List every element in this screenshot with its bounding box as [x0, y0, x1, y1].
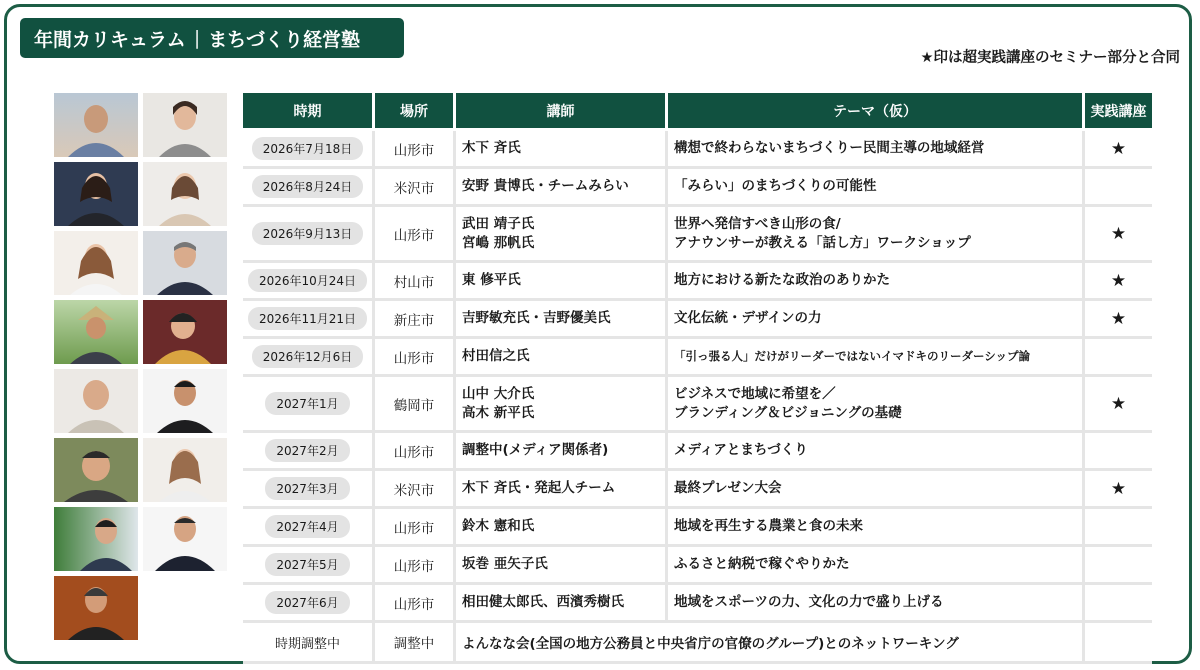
- cell-theme: 世界へ発信すべき山形の食/ アナウンサーが教える「話し方」ワークショップ: [668, 207, 1082, 260]
- curriculum-table: [243, 93, 1152, 664]
- lecturer-photo: [143, 162, 227, 226]
- lecturer-photo: [54, 93, 138, 157]
- lecturer-photo: [54, 438, 138, 502]
- cell-place: 新庄市: [375, 301, 453, 336]
- header-place: 場所: [375, 93, 453, 128]
- cell-lecturer: 調整中(メディア関係者): [456, 433, 665, 468]
- cell-theme: 構想で終わらないまちづくりー民間主導の地域経営: [668, 131, 1082, 166]
- date-label: 2027年6月: [265, 591, 349, 614]
- cell-theme: ビジネスで地域に希望を／ ブランディング＆ビジョニングの基礎: [668, 377, 1082, 430]
- cell-place: 山形市: [375, 585, 453, 620]
- cell-lecturer: 安野 貴博氏・チームみらい: [456, 169, 665, 204]
- date-label: 2027年2月: [265, 439, 349, 462]
- cell-period: [243, 433, 372, 468]
- cell-practice: [1085, 623, 1152, 661]
- cell-practice: [1085, 377, 1152, 430]
- cell-lecturer: 鈴木 憲和氏: [456, 509, 665, 544]
- table-row: [243, 339, 1152, 374]
- cell-theme: 地方における新たな政治のありかた: [668, 263, 1082, 298]
- cell-theme: ふるさと納税で稼ぐやりかた: [668, 547, 1082, 582]
- lecturer-photo: [54, 300, 138, 364]
- cell-place: 山形市: [375, 433, 453, 468]
- cell-place: 米沢市: [375, 471, 453, 506]
- date-label: 2026年7月18日: [252, 137, 363, 160]
- table-row: [243, 585, 1152, 620]
- date-label: 2026年12月6日: [252, 345, 363, 368]
- table-row: [243, 263, 1152, 298]
- lecturer-photo: [143, 369, 227, 433]
- lecturer-photo: [54, 507, 138, 571]
- cell-lecturer: 村田信之氏: [456, 339, 665, 374]
- star-note: ★印は超実践講座のセミナー部分と合同: [920, 50, 1180, 66]
- cell-place: 山形市: [375, 207, 453, 260]
- date-label: 2027年4月: [265, 515, 349, 538]
- cell-place: 村山市: [375, 263, 453, 298]
- star-icon: ★: [1110, 478, 1127, 499]
- cell-period: [243, 585, 372, 620]
- cell-practice: [1085, 169, 1152, 204]
- star-icon: ★: [1110, 270, 1127, 291]
- lecturer-photo: [143, 231, 227, 295]
- cell-lecturer: 木下 斉氏: [456, 131, 665, 166]
- table-row: [243, 547, 1152, 582]
- table-row: [243, 301, 1152, 336]
- lecturer-photo: [54, 231, 138, 295]
- table-row: [243, 377, 1152, 430]
- cell-theme: 文化伝統・デザインの力: [668, 301, 1082, 336]
- cell-lecturer: 武田 靖子氏 宮嶋 那帆氏: [456, 207, 665, 260]
- title-main: 年間カリキュラム: [34, 28, 186, 51]
- cell-merged: よんなな会(全国の地方公務員と中央省庁の官僚のグループ)とのネットワーキング: [456, 623, 1082, 661]
- lecturer-photo: [54, 162, 138, 226]
- cell-practice: [1085, 339, 1152, 374]
- cell-period: [243, 169, 372, 204]
- date-label: 2026年9月13日: [252, 222, 363, 245]
- date-label: 2026年11月21日: [248, 307, 367, 330]
- table-body: [243, 131, 1152, 664]
- cell-place: 山形市: [375, 131, 453, 166]
- star-icon: ★: [1110, 138, 1127, 159]
- cell-period: [243, 263, 372, 298]
- cell-theme: 「みらい」のまちづくりの可能性: [668, 169, 1082, 204]
- header-theme: テーマ（仮）: [668, 93, 1082, 128]
- cell-place: 調整中: [375, 623, 453, 661]
- lecturer-photo: [143, 93, 227, 157]
- date-label: 2026年8月24日: [252, 175, 363, 198]
- cell-lecturer: 木下 斉氏・発起人チーム: [456, 471, 665, 506]
- title-badge: [20, 18, 404, 58]
- cell-place: 山形市: [375, 547, 453, 582]
- header-practice: 実践講座: [1085, 93, 1152, 128]
- cell-practice: [1085, 547, 1152, 582]
- cell-place: 鶴岡市: [375, 377, 453, 430]
- cell-practice: [1085, 433, 1152, 468]
- title-sub: まちづくり経営塾: [208, 28, 361, 51]
- table-row: [243, 509, 1152, 544]
- cell-theme: 地域をスポーツの力、文化の力で盛り上げる: [668, 585, 1082, 620]
- cell-practice: [1085, 509, 1152, 544]
- table-row: [243, 433, 1152, 468]
- cell-practice: [1085, 263, 1152, 298]
- cell-period: [243, 547, 372, 582]
- table-row: [243, 471, 1152, 506]
- lecturer-photo: [143, 438, 227, 502]
- cell-practice: [1085, 471, 1152, 506]
- cell-practice: [1085, 207, 1152, 260]
- cell-theme: 地域を再生する農業と食の未来: [668, 509, 1082, 544]
- cell-lecturer: 吉野敏充氏・吉野優美氏: [456, 301, 665, 336]
- cell-lecturer: 山中 大介氏 高木 新平氏: [456, 377, 665, 430]
- cell-theme: 最終プレゼン大会: [668, 471, 1082, 506]
- lecturer-photo: [54, 369, 138, 433]
- cell-lecturer: 東 修平氏: [456, 263, 665, 298]
- cell-theme: メディアとまちづくり: [668, 433, 1082, 468]
- table-row: [243, 169, 1152, 204]
- date-label: 時期調整中: [274, 636, 340, 652]
- header-period: 時期: [243, 93, 372, 128]
- cell-period: [243, 339, 372, 374]
- title-separator: |: [193, 27, 201, 49]
- cell-place: 山形市: [375, 339, 453, 374]
- star-icon: ★: [1110, 308, 1127, 329]
- date-label: 2027年1月: [265, 392, 349, 415]
- table-header: [243, 93, 1152, 128]
- cell-period: [243, 301, 372, 336]
- star-icon: ★: [1110, 223, 1127, 244]
- lecturer-photo: [143, 300, 227, 364]
- cell-period: [243, 509, 372, 544]
- header-lecturer: 講師: [456, 93, 665, 128]
- table-row: [243, 207, 1152, 260]
- table-row: [243, 623, 1152, 661]
- star-icon: ★: [1110, 393, 1127, 414]
- cell-practice: [1085, 301, 1152, 336]
- cell-practice: [1085, 585, 1152, 620]
- cell-practice: [1085, 131, 1152, 166]
- lecturer-photo: [54, 576, 138, 640]
- cell-period: [243, 377, 372, 430]
- cell-place: 山形市: [375, 509, 453, 544]
- date-label: 2027年5月: [265, 553, 349, 576]
- cell-period: [243, 207, 372, 260]
- cell-period: [243, 471, 372, 506]
- date-label: 2027年3月: [265, 477, 349, 500]
- cell-place: 米沢市: [375, 169, 453, 204]
- cell-period: [243, 131, 372, 166]
- cell-theme: 「引っ張る人」だけがリーダーではないイマドキのリーダーシップ論: [668, 339, 1082, 374]
- cell-lecturer: 坂巻 亜矢子氏: [456, 547, 665, 582]
- cell-period: [243, 623, 372, 661]
- cell-lecturer: 相田健太郎氏、西濱秀樹氏: [456, 585, 665, 620]
- table-row: [243, 131, 1152, 166]
- lecturer-photo: [143, 507, 227, 571]
- date-label: 2026年10月24日: [248, 269, 367, 292]
